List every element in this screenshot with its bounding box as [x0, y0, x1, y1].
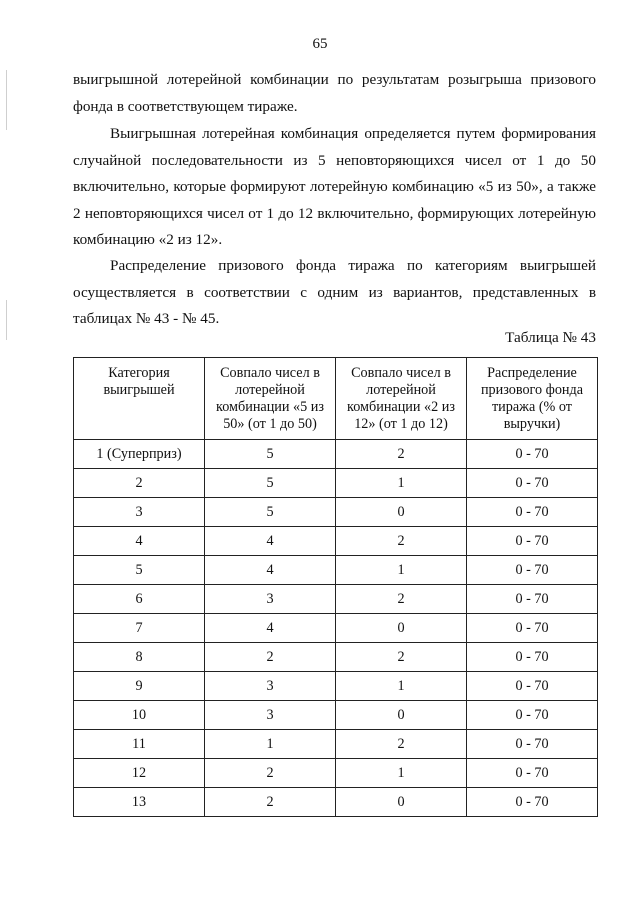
cell-matched-5-of-50: 5 — [205, 498, 336, 527]
page-number: 65 — [312, 36, 328, 52]
cell-matched-5-of-50: 2 — [205, 759, 336, 788]
cell-prize-share: 0 - 70 — [467, 672, 598, 701]
cell-matched-5-of-50: 3 — [205, 701, 336, 730]
cell-category: 4 — [74, 527, 205, 556]
cell-matched-2-of-12: 2 — [336, 440, 467, 469]
table-row — [74, 759, 598, 788]
cell-matched-5-of-50: 4 — [205, 614, 336, 643]
table-row — [74, 730, 598, 759]
cell-prize-share: 0 - 70 — [467, 759, 598, 788]
header-matched-2-of-12: Совпало чисел в лотерейной комбинации «2 из 12» (от 1 до 12) — [336, 358, 467, 440]
prize-distribution-table — [73, 357, 598, 817]
table-row — [74, 701, 598, 730]
cell-matched-5-of-50: 3 — [205, 672, 336, 701]
cell-category: 3 — [74, 498, 205, 527]
cell-prize-share: 0 - 70 — [467, 788, 598, 817]
cell-matched-5-of-50: 5 — [205, 440, 336, 469]
table-caption: Таблица № 43 — [505, 329, 596, 346]
cell-matched-5-of-50: 4 — [205, 527, 336, 556]
cell-matched-2-of-12: 2 — [336, 643, 467, 672]
scan-edge-mark — [6, 300, 7, 340]
cell-category: 1 (Суперприз) — [74, 440, 205, 469]
cell-matched-2-of-12: 0 — [336, 701, 467, 730]
cell-matched-2-of-12: 1 — [336, 469, 467, 498]
cell-prize-share: 0 - 70 — [467, 643, 598, 672]
cell-prize-share: 0 - 70 — [467, 498, 598, 527]
cell-matched-2-of-12: 1 — [336, 759, 467, 788]
cell-matched-5-of-50: 5 — [205, 469, 336, 498]
cell-prize-share: 0 - 70 — [467, 730, 598, 759]
table-row — [74, 440, 598, 469]
cell-matched-5-of-50: 2 — [205, 643, 336, 672]
cell-category: 9 — [74, 672, 205, 701]
cell-matched-2-of-12: 1 — [336, 556, 467, 585]
cell-matched-2-of-12: 0 — [336, 788, 467, 817]
table-row — [74, 556, 598, 585]
cell-category: 6 — [74, 585, 205, 614]
table-row — [74, 614, 598, 643]
cell-prize-share: 0 - 70 — [467, 701, 598, 730]
scan-edge-mark — [6, 70, 7, 130]
table-body — [74, 440, 598, 817]
table-header-row — [74, 358, 598, 440]
cell-matched-2-of-12: 2 — [336, 730, 467, 759]
cell-category: 13 — [74, 788, 205, 817]
table-row — [74, 498, 598, 527]
cell-category: 12 — [74, 759, 205, 788]
cell-matched-5-of-50: 4 — [205, 556, 336, 585]
cell-matched-2-of-12: 0 — [336, 498, 467, 527]
cell-matched-2-of-12: 0 — [336, 614, 467, 643]
cell-matched-5-of-50: 2 — [205, 788, 336, 817]
cell-prize-share: 0 - 70 — [467, 527, 598, 556]
cell-prize-share: 0 - 70 — [467, 614, 598, 643]
header-prize-share: Распределение призового фонда тиража (% от выручки) — [467, 358, 598, 440]
cell-prize-share: 0 - 70 — [467, 556, 598, 585]
cell-prize-share: 0 - 70 — [467, 469, 598, 498]
table-row — [74, 585, 598, 614]
table-row — [74, 672, 598, 701]
paragraph-winning-combination — [73, 121, 596, 254]
table-row — [74, 469, 598, 498]
header-matched-5-of-50: Совпало чисел в лотерейной комбинации «5 из 50» (от 1 до 50) — [205, 358, 336, 440]
cell-category: 5 — [74, 556, 205, 585]
cell-matched-2-of-12: 2 — [336, 527, 467, 556]
table-row — [74, 643, 598, 672]
paragraph-text: Выигрышная лотерейная комбинация определяется путем формирования случайной последовательности из 5 неповторяющихся чисел от 1 до 50 включительно, которые формируют лотерейную комбинацию «5 из 50», а также 2 неповторяющихся чисел от 1 до 12 включительно, формирующих лотерейную комбинацию «2 из 12». — [73, 125, 596, 248]
paragraph-continuation: выигрышной лотерейной комбинации по результатам розыгрыша призового фонда в соответствующем тираже. — [73, 71, 596, 115]
cell-category: 8 — [74, 643, 205, 672]
cell-prize-share: 0 - 70 — [467, 585, 598, 614]
cell-category: 10 — [74, 701, 205, 730]
cell-matched-2-of-12: 2 — [336, 585, 467, 614]
paragraph-prize-distribution — [73, 253, 596, 333]
header-category: Категория выигрышей — [74, 358, 205, 440]
cell-matched-5-of-50: 1 — [205, 730, 336, 759]
cell-category: 11 — [74, 730, 205, 759]
cell-category: 2 — [74, 469, 205, 498]
paragraph-text: Распределение призового фонда тиража по категориям выигрышей осуществляется в соответствии с одним из вариантов, представленных в таблицах № 43 - № 45. — [73, 257, 596, 327]
cell-prize-share: 0 - 70 — [467, 440, 598, 469]
cell-matched-2-of-12: 1 — [336, 672, 467, 701]
table-row — [74, 788, 598, 817]
cell-category: 7 — [74, 614, 205, 643]
table-row — [74, 527, 598, 556]
cell-matched-5-of-50: 3 — [205, 585, 336, 614]
